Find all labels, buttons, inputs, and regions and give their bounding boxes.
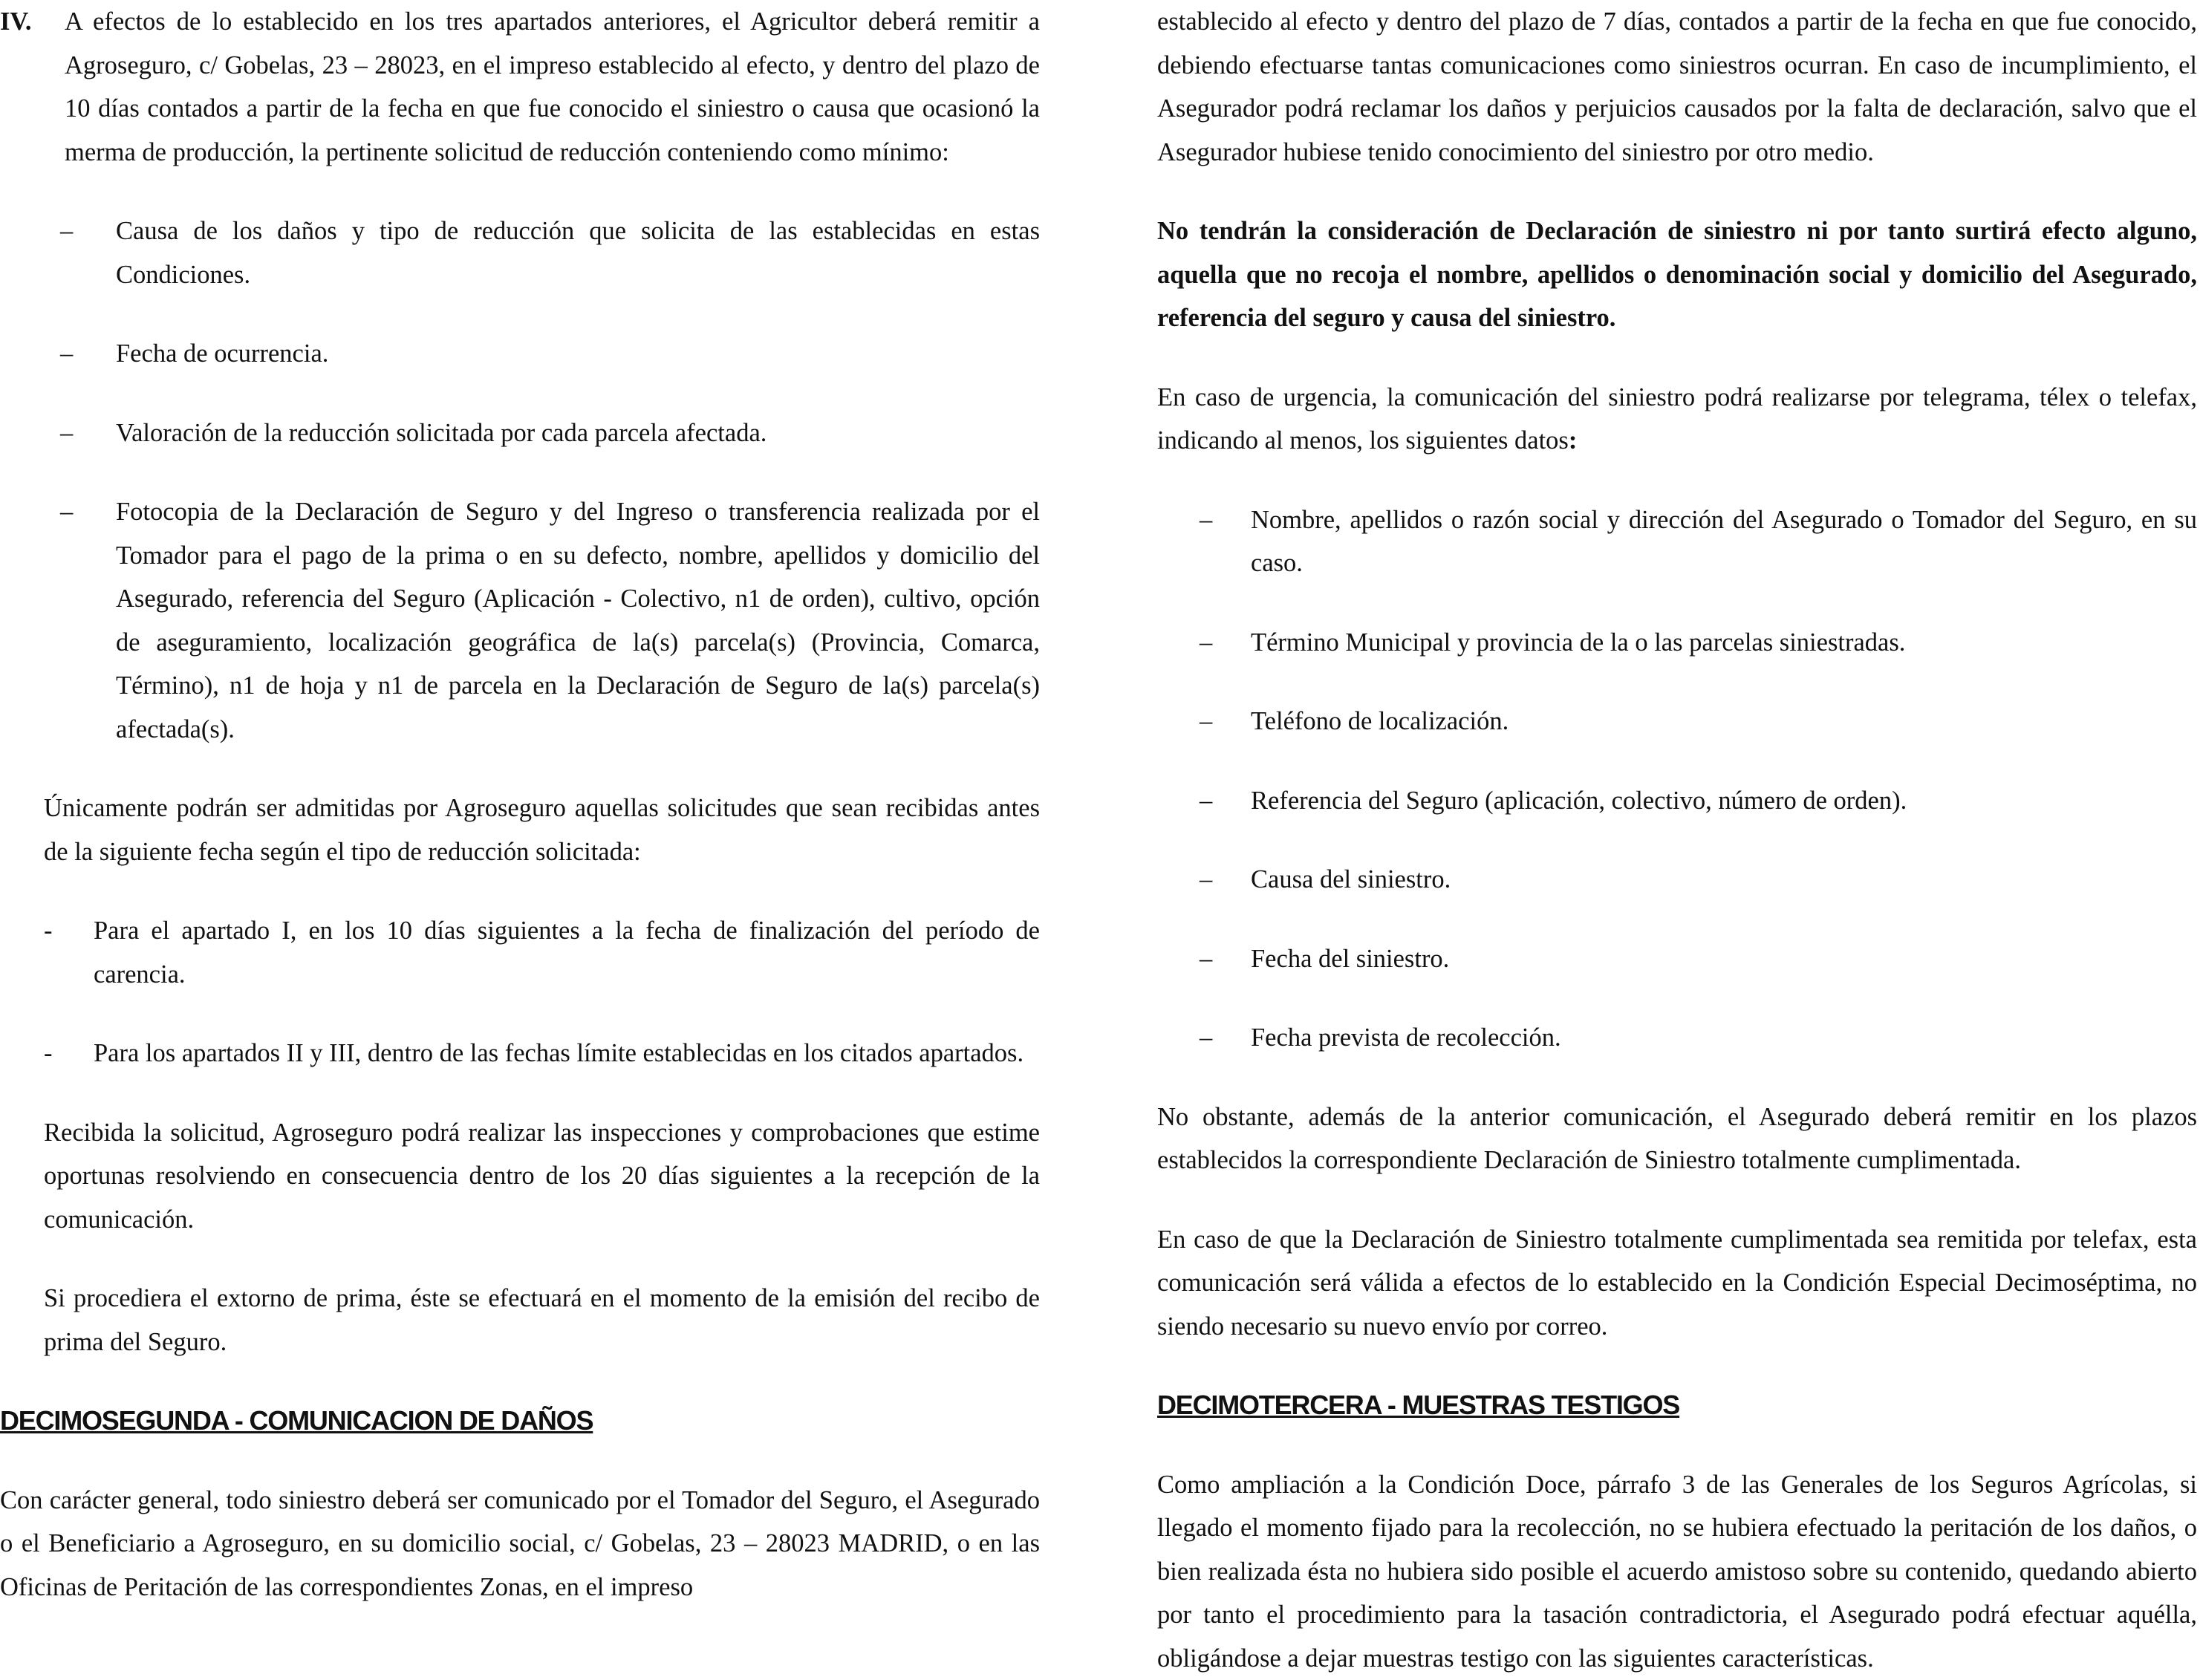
requirement-text: Fotocopia de la Declaración de Seguro y del Ingreso o transferencia realizada por el Tomador para el pago de la prima o en su defecto, nombre, apellidos y domicilio del Asegurado, referencia del Seguro (Aplicación - Colectivo, n1 de orden), cultivo, opción de aseguramiento, localización geográfica de la(s) parcela(s) (Provincia, Comarca, Término), n1 de hoja y n1 de parcela en la Declaración de Seguro de la(s) parcela(s) afectada(s). bbox=[116, 490, 1040, 751]
urgent-data-text: Causa del siniestro. bbox=[1251, 858, 2197, 902]
admission-paragraph: Únicamente podrán ser admitidas por Agroseguro aquellas solicitudes que sean recibidas antes de la siguiente fecha según el tipo de reducción solicitada: bbox=[0, 787, 1040, 873]
section-iv bbox=[0, 0, 1040, 174]
dash-bullet: – bbox=[1200, 498, 1212, 542]
urgent-data-item bbox=[1157, 937, 2197, 981]
urgent-data-item bbox=[1157, 498, 2197, 585]
dash-bullet: – bbox=[60, 332, 73, 376]
dash-bullet: – bbox=[1200, 937, 1212, 981]
deadline-text: Para el apartado I, en los 10 días siguientes a la fecha de finalización del período de carencia. bbox=[94, 909, 1040, 996]
samples-paragraph: Como ampliación a la Condición Doce, párrafo 3 de las Generales de los Seguros Agrícolas, si llegado el momento fijado para la recolección, no se hubiera efectuado la peritación de los daños, o bien realizada ésta no hubiera sido posible el acuerdo amistoso sobre su contenido, quedando abierto por tanto el procedimiento para la tasación contradictoria, el Asegurado podrá efectuar aquélla, obligándose a dejar muestras testigo con las siguientes características. bbox=[1157, 1463, 2197, 1680]
dash-bullet: – bbox=[60, 411, 73, 455]
urgent-data-item bbox=[1157, 779, 2197, 823]
section-heading-decimosegunda: DECIMOSEGUNDA - COMUNICACION DE DAÑOS bbox=[0, 1399, 1040, 1443]
dash-bullet: – bbox=[1200, 1016, 1212, 1060]
requirement-item bbox=[0, 490, 1040, 751]
dash-bullet: – bbox=[60, 209, 73, 253]
bold-notice-paragraph: No tendrán la consideración de Declaración de siniestro ni por tanto surtirá efecto alguno, aquella que no recoja el nombre, apellidos o denominación social y domicilio del Asegurado, referencia del seguro y causa del siniestro. bbox=[1157, 209, 2197, 340]
inspection-paragraph: Recibida la solicitud, Agroseguro podrá realizar las inspecciones y comprobaciones que estime oportunas resolviendo en consecuencia dentro de los 20 días siguientes a la recepción de la comunicación. bbox=[0, 1111, 1040, 1242]
hyphen-bullet: - bbox=[44, 909, 53, 953]
dash-bullet: – bbox=[1200, 858, 1212, 902]
notwithstanding-paragraph: No obstante, además de la anterior comunicación, el Asegurado deberá remitir en los plazos establecidos la correspondiente Declaración de Siniestro totalmente cumplimentada. bbox=[1157, 1095, 2197, 1182]
urgent-data-item bbox=[1157, 700, 2197, 743]
deadline-item bbox=[0, 909, 1040, 996]
urgent-data-text: Término Municipal y provincia de la o las parcelas siniestradas. bbox=[1251, 621, 2197, 665]
right-column bbox=[1157, 0, 2197, 1680]
refund-paragraph: Si procediera el extorno de prima, éste se efectuará en el momento de la emisión del recibo de prima del Seguro. bbox=[0, 1277, 1040, 1364]
section-heading-decimotercera: DECIMOTERCERA - MUESTRAS TESTIGOS bbox=[1157, 1384, 2197, 1427]
dash-bullet: – bbox=[1200, 621, 1212, 665]
requirement-text: Causa de los daños y tipo de reducción que solicita de las establecidas en estas Condiciones. bbox=[116, 209, 1040, 296]
urgent-data-text: Referencia del Seguro (aplicación, colectivo, número de orden). bbox=[1251, 779, 2197, 823]
requirement-item bbox=[0, 332, 1040, 376]
deadline-text: Para los apartados II y III, dentro de las fechas límite establecidas en los citados apartados. bbox=[94, 1032, 1040, 1075]
urgency-colon: : bbox=[1569, 426, 1578, 455]
requirement-text: Fecha de ocurrencia. bbox=[116, 332, 1040, 376]
urgent-data-text: Fecha prevista de recolección. bbox=[1251, 1016, 2197, 1060]
urgent-data-item bbox=[1157, 1016, 2197, 1060]
requirement-item bbox=[0, 411, 1040, 455]
urgent-data-text: Nombre, apellidos o razón social y dirección del Asegurado o Tomador del Seguro, en su caso. bbox=[1251, 498, 2197, 585]
urgent-data-text: Teléfono de localización. bbox=[1251, 700, 2197, 743]
urgency-text: En caso de urgencia, la comunicación del siniestro podrá realizarse por telegrama, télex o telefax, indicando al menos, los siguientes datos bbox=[1157, 383, 2197, 455]
urgency-paragraph bbox=[1157, 376, 2197, 463]
general-communication-paragraph: Con carácter general, todo siniestro deberá ser comunicado por el Tomador del Seguro, el Asegurado o el Beneficiario a Agroseguro, en su domicilio social, c/ Gobelas, 23 – 28023 MADRID, o en las Oficinas de Peritación de las correspondientes Zonas, en el impreso bbox=[0, 1479, 1040, 1609]
urgent-data-item bbox=[1157, 858, 2197, 902]
dash-bullet: – bbox=[60, 490, 73, 534]
dash-bullet: – bbox=[1200, 779, 1212, 823]
hyphen-bullet: - bbox=[44, 1032, 53, 1075]
continuation-paragraph: establecido al efecto y dentro del plazo de 7 días, contados a partir de la fecha en que fue conocido, debiendo efectuarse tantas comunicaciones como siniestros ocurran. En caso de incumplimiento, el Asegurador podrá reclamar los daños y perjuicios causados por la falta de declaración, salvo que el Asegurador hubiese tenido conocimiento del siniestro por otro medio. bbox=[1157, 0, 2197, 174]
telefax-paragraph: En caso de que la Declaración de Siniestro totalmente cumplimentada sea remitida por telefax, esta comunicación será válida a efectos de lo establecido en la Condición Especial Decimoséptima, no siendo necesario su nuevo envío por correo. bbox=[1157, 1218, 2197, 1349]
urgent-data-text: Fecha del siniestro. bbox=[1251, 937, 2197, 981]
requirement-item bbox=[0, 209, 1040, 296]
left-column bbox=[0, 0, 1040, 1609]
section-iv-text: A efectos de lo establecido en los tres apartados anteriores, el Agricultor deberá remitir a Agroseguro, c/ Gobelas, 23 – 28023, en el impreso establecido al efecto, y dentro del plazo de 10 días contados a partir de la fecha en que fue conocido el siniestro o causa que ocasionó la merma de producción, la pertinente solicitud de reducción conteniendo como mínimo: bbox=[0, 0, 1040, 174]
requirement-text: Valoración de la reducción solicitada por cada parcela afectada. bbox=[116, 411, 1040, 455]
deadline-item bbox=[0, 1032, 1040, 1075]
dash-bullet: – bbox=[1200, 700, 1212, 743]
section-iv-label: IV. bbox=[0, 0, 32, 44]
urgent-data-item bbox=[1157, 621, 2197, 665]
